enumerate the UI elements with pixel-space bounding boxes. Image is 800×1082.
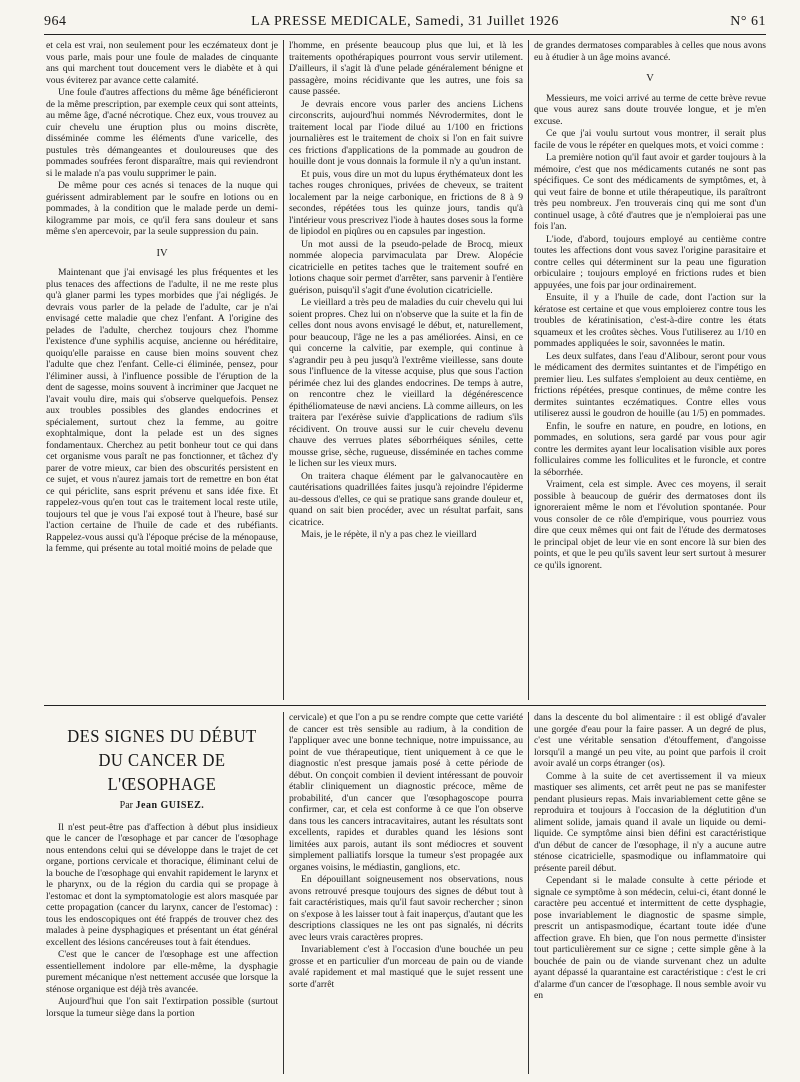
section-divider — [44, 705, 766, 706]
article-title-line: DES SIGNES DU DÉBUT — [67, 726, 257, 746]
paragraph: L'iode, d'abord, toujours employé au centième contre toutes les affections dont vous savez l'origine parasitaire et contre celles qui déterminent sur la peau une figuration orbiculaire ; toujours employé en frictions rudes et bien appuyées, une fois par jour ordinairement. — [534, 233, 766, 291]
upper-column-2 — [289, 40, 523, 700]
paragraph: Un mot aussi de la pseudo-pelade de Brocq, mieux nommée alopecia parvimaculata par Drew. Alopécie cicatricielle en petites taches que le traitement soufré en lotions chaque soir permet d'arrêter, sans parvenir à l'entière guérison, puisqu'il s'agit d'une évolution cicatricielle. — [289, 238, 523, 296]
paragraph: l'homme, en présente beaucoup plus que lui, et là les traitements opothérapiques pourront vous servir utilement. D'ailleurs, il s'agit là d'une pelade généralement bénigne et passagère, moins récidivante que les autres, une fois sa cause passée. — [289, 40, 523, 97]
paragraph: Le vieillard a très peu de maladies du cuir chevelu qui lui soient propres. Chez lui on n'observe que la suite et la fin de celles dont nous avons envisagé le début, et, naturellement, pour beaucoup, l'âge ne les a pas améliorées. Ainsi, en ce qui concerne la calvitie, par exemple, qui continue à s'agrandir peu à peu jusqu'à l'extrême vieillesse, sans doute sous l'influence de la vitesse acquise, plus que sous l'action périmée chez lui des glandes endocrines. De temps à autre, on rencontre chez le vieillard la dégénérescence épithéliomateuse de nævi anciens. Là comme ailleurs, on les traitera par l'exérèse suivie d'applications de radium s'ils récidivent. On trouve aussi sur le cuir chevelu devenu chauve des verrues plates séborrhéiques séniles, cette mousse grise, sèche, rugueuse, disséminée en taches comme le lichen sur les vieux murs. — [289, 297, 523, 469]
journal-title: LA PRESSE MEDICALE, Samedi, 31 Juillet 1926 — [251, 14, 559, 29]
paragraph: On traitera chaque élément par le galvanocautère en cautérisations quadrillées faites jusqu'à rejoindre l'épiderme au-dessous d'elles, ce qui se pratique sans grande douleur et, quand on sait bien procéder, avec un résultat parfait, sans cicatrice. — [289, 470, 523, 528]
column-rule — [528, 712, 529, 1074]
paragraph: Une foule d'autres affections du même âge bénéficieront de la même prescription, par exemple ceux qui sont atteints, au même âge, d'acné nécrotique. Chez eux, vous trouvez au cuir chevelu une éruption plus ou moins discrète, disséminée comme les éléments d'une varicelle, des pustules très démangeantes et douloureuses que des pommades soufrées feront disparaître, mais qui reviendront si le malade n'a pas voulu supprimer le pain. — [46, 87, 278, 179]
paragraph: En dépouillant soigneusement nos observations, nous avons retrouvé presque toujours des signes de début tout à fait caractéristiques, mais qu'il faut savoir rechercher ; sinon on s'expose à les laisser tout à fait inaperçus, d'autant que les descriptions classiques ne les ont pas signalés, ni décrits avec leurs vrais caractères propres. — [289, 874, 523, 943]
author-prefix: Par — [119, 800, 134, 811]
author-name: Jean GUISEZ. — [135, 800, 205, 811]
paragraph: C'est que le cancer de l'œsophage est une affection essentiellement indolore par elle-même, la dysphagie purement mécanique n'est nettement accusée que lorsque la sténose organique est déjà très avancée. — [46, 949, 278, 995]
paragraph: Messieurs, me voici arrivé au terme de cette brève revue que vous aurez sans doute trouvée longue, et je m'en excuse. — [534, 92, 766, 127]
paragraph: Ce que j'ai voulu surtout vous montrer, il serait plus facile de vous le répéter en quelques mots, et voici comme : — [534, 128, 766, 151]
article-column-1 — [46, 712, 278, 1074]
paragraph: Et puis, vous dire un mot du lupus érythémateux dont les taches rouges chroniques, privées de cheveux, se traitent localement par la neige carbonique, en frictions de 8 à 9 secondes, répétées tous les quinze jours, tandis qu'à l'intérieur vous prescrivez l'iode à hautes doses sous la forme de lipiodol en piqûres ou en capsules par ingestion. — [289, 168, 523, 237]
running-header — [44, 14, 766, 35]
column-rule — [283, 40, 284, 700]
paragraph: Enfin, le soufre en nature, en poudre, en lotions, en pommades, en solutions, sera gardé par vous pour agir contre les dermites ayant leur localisation visible aux pores folliculaires comme les folliculites et le furoncle, et contre la séborrhée. — [534, 420, 766, 478]
paragraph: de grandes dermatoses comparables à celles que nous avons eu à étudier à un âge moins avancé. — [534, 40, 766, 63]
upper-column-1 — [46, 40, 278, 700]
paragraph: La première notion qu'il faut avoir et garder toujours à la mémoire, c'est que nos médicaments cutanés ne sont pas spécifiques. Ce sont des médicaments de symptômes, et, à qui veut faire de bonne et utile thérapeutique, ils paraîtront très peu nombreux. J'en trouverais cinq qui me sont d'un continuel usage, à côté d'autres que je n'emploierai pas une fois l'an. — [534, 152, 766, 232]
paragraph: Vraiment, cela est simple. Avec ces moyens, il serait possible à beaucoup de guérir des dermatoses dont ils ignoreraient même le nom et l'évolution spontanée. Pour vous consoler de ce rôle d'empirique, vous pourriez vous dire que ceux mêmes qui ont fait de l'étude des dermatoses le principal objet de leur vie en sont encore là sur bien des points, et que le peu qu'ils savent leur sert surtout à mesurer ce qu'ils ignorent. — [534, 479, 766, 571]
paragraph: cervicale) et que l'on a pu se rendre compte que cette variété de cancer est très sensible au radium, à la condition de l'appliquer avec une bonne technique, notre impuissance, au point de vue thérapeutique, tient uniquement à ce que le diagnostic n'est presque jamais posé à cette période de début. On conçoit combien il devient intéressant de pouvoir établir cliniquement un diagnostic précoce, même de probabilité, d'un cancer que l'œsophagoscope pourra confirmer, car, et cela est conforme à ce que l'on observe dans tous les cancers intracavitaires, autant les résultats sont excellents, rapides et durables quand les lésions sont limitées aux parois, autant ils sont médiocres et souvent simplement palliatifs lorsque la tumeur s'est propagée aux organes voisins, le médiastin, ganglions, etc. — [289, 712, 523, 873]
paragraph: Maintenant que j'ai envisagé les plus fréquentes et les plus tenaces des affections de l'adulte, il ne me reste plus qu'à glaner parmi les types morbides que j'ai négligés. Je devrais vous parler de la pelade de l'adulte, car je n'ai envisagé cette maladie que chez l'enfant. A l'origine des pelades de l'adulte, cherchez toujours chez l'homme l'existence d'une syphilis acquise, ancienne ou héréditaire, quoiqu'elle paraisse en cause bien moins souvent chez l'adulte que chez l'enfant. Celle-ci éliminée, pensez, pour l'éliminer aussi, à l'influence possible de l'éruption de la dent de sagesse, moins souvent à incriminer que Jacquet ne l'avait voulu dire, mais qui s'observe quelquefois. Pensez aux troubles possibles des glandes endocrines et spécialement, surtout chez la femme, au goitre exophtalmique, dont la pelade est un des signes fondamentaux. Cherchez au petit bonheur tout ce qui dans cet organisme vous paraît ne pas fonctionner, et tâchez d'y parer de votre mieux, car bien des obscurités persistent en ce sujet, et vous n'aurez jamais tort de remettre en bon état ce qui périclite, sans esprit prévenu et sans idée fixe. Et rappelez-vous qu'en tout cas le traitement local reste utile, toujours tel que je vous l'ai exposé tout à l'heure, basé sur l'action certaine de l'huile de cade et des rubéfiants. Rappelez-vous aussi qu'à l'époque précise de la ménopause, la femme, qui présente au total moitié moins de pelade que — [46, 267, 278, 554]
article-author — [46, 800, 278, 812]
column-rule — [528, 40, 529, 700]
paragraph: Il n'est peut-être pas d'affection à début plus insidieux que le cancer de l'œsophage et par cancer de l'œsophage nous entendons celui qui se développe dans le trajet de cet organe, portions cervicale et thoracique, éliminant celui de la bouche de l'œsophage qui envahit rapidement le larynx et le pharynx, ou de la région du cardia qui se propage à l'estomac et dont la symptomatologie est alors masquée par cette propagation (cancer du larynx, cancer de l'estomac) : tous les endoscopiques ont été frappés de trouver chez des malades à peine dysphagiques et présentant un état général excellent des lésions cancéreuses tout à fait étendues. — [46, 821, 278, 948]
issue-number: N° 61 — [730, 14, 766, 29]
paragraph: Les deux sulfates, dans l'eau d'Alibour, seront pour vous le médicament des dermites suintantes et de l'impétigo en premier lieu. Les sulfates s'emploient au deux centième, en frictions répétées, presque continues, de même contre les dermites suintantes eczématiques. Contre elles vous utiliserez aussi le goudron de houille (au 1/5) en pommades. — [534, 350, 766, 419]
article-title — [55, 724, 268, 796]
section-number: V — [646, 73, 654, 84]
paragraph: dans la descente du bol alimentaire : il est obligé d'avaler une gorgée d'eau pour la faire passer. A un degré de plus, c'est une véritable sensation d'étouffement, d'angoisse lorsqu'il a mangé un peu vite, au point que parfois il croit avoir avalé un corps étranger (os). — [534, 712, 766, 769]
article-column-3 — [534, 712, 766, 1074]
paragraph: Comme à la suite de cet avertissement il va mieux mastiquer ses aliments, cet arrêt peut ne pas se manifester pendant plusieurs repas. Mais invariablement cette gêne se reproduira et toujours à l'occasion de la déglutition d'un aliment solide, jamais quand il avale un liquide ou demi-liquide. Ce symptôme ainsi bien défini est caractéristique d'un début de cancer de l'œsophage, il n'y a aucune autre sténose cicatricielle, spasmodique ou inflammatoire qui présente pareil début. — [534, 770, 766, 874]
paragraph: De même pour ces acnés si tenaces de la nuque qui guérissent admirablement par le soufre en lotions ou en pommades, à la condition que le malade perde un demi-kilogramme par mois, ce qu'il fera sans douleur et sans même s'en apercevoir, par la seule suppression du pain. — [46, 180, 278, 237]
article-column-2 — [289, 712, 523, 1074]
paragraph: Aujourd'hui que l'on sait l'extirpation possible (surtout lorsque la tumeur siège dans la portion — [46, 996, 278, 1019]
paragraph: Ensuite, il y a l'huile de cade, dont l'action sur la kératose est certaine et que vous emploierez contre tous les troubles de kératinisation, c'est-à-dire contre les états squameux et les croûtes sèches. Vous l'utiliserez au 1/10 en pommades appliquées le soir, savonnées le matin. — [534, 292, 766, 349]
column-rule — [283, 712, 284, 1074]
paragraph: Cependant si le malade consulte à cette période et signale ce symptôme à son médecin, celui-ci, étant donné le caractère peu accentué et intermittent de cette dysphagie, pose invariablement le diagnostic de spasme simple, prescrit un antispasmodique, écartant toute idée d'une affection grave. Eh bien, que l'on nous permette d'insister tout particulièrement sur ce signe ; cette simple gêne à la bouchée de pain ou de viande survenant chez un adulte ayant dépassé la quarantaine est caractéristique : c'est le cri d'alarme d'un cancer de l'œsophage. Il nous semble avoir vu en — [534, 875, 766, 1001]
paragraph: Invariablement c'est à l'occasion d'une bouchée un peu grosse et en particulier d'un morceau de pain ou de viande avalé rapidement et mal mastiqué que le sujet ressent une sorte d'arrêt — [289, 944, 523, 990]
article-title-line: DU CANCER DE L'ŒSOPHAGE — [98, 750, 226, 794]
upper-column-3 — [534, 40, 766, 700]
paragraph: Je devrais encore vous parler des anciens Lichens circonscrits, aujourd'hui nommés Névrodermites, dont le traitement local par l'iode dilué au 1/100 en frictions journalières est le traitement de choix si l'on en fait suivre ces frictions d'applications de la pommade au goudron de houille dont je vous donnais la formule il n'y a qu'un instant. — [289, 98, 523, 167]
page-number: 964 — [44, 14, 67, 29]
section-number: IV — [156, 247, 168, 259]
paragraph: Mais, je le répète, il n'y a pas chez le vieillard — [301, 529, 477, 540]
paragraph: et cela est vrai, non seulement pour les eczémateux dont je vous parle, mais pour une foule de malades de cinquante ans qui marchent tout doucement vers le diabète et à qui vous éviterez par avance cette calamité. — [46, 40, 278, 86]
